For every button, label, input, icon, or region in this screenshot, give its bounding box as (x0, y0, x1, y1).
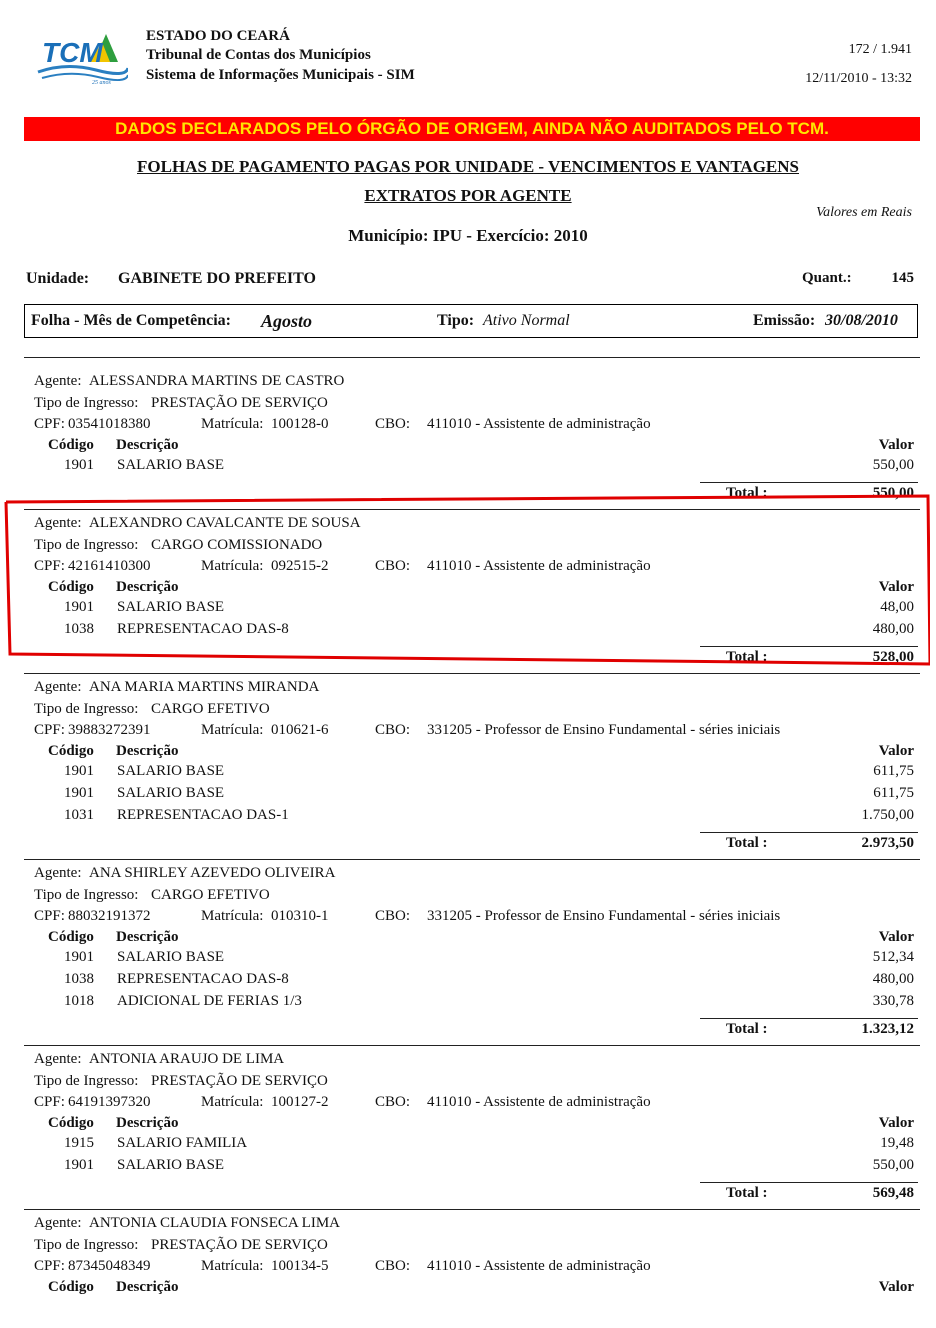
valor-header: Valor (878, 743, 914, 759)
divider (24, 357, 920, 358)
item-codigo: 1901 (64, 785, 94, 801)
agent-label: Agente: (34, 679, 82, 695)
folha-tipo: Ativo Normal (483, 312, 570, 329)
header-state: ESTADO DO CEARÁ (146, 28, 290, 44)
descricao-header: Descrição (116, 1115, 179, 1131)
item-descricao: REPRESENTACAO DAS-1 (117, 807, 289, 823)
descricao-header: Descrição (116, 579, 179, 595)
agent-separator (24, 673, 920, 674)
agent-name: ANA SHIRLEY AZEVEDO OLIVEIRA (89, 865, 336, 881)
item-valor: 512,34 (872, 949, 914, 965)
codigo-header: Código (48, 1279, 94, 1295)
total-value: 528,00 (872, 649, 914, 665)
valor-header: Valor (878, 1115, 914, 1131)
folha-tipo-label: Tipo: (437, 312, 475, 329)
ingresso-type: CARGO COMISSIONADO (151, 537, 323, 553)
folha-emissao-label: Emissão: (753, 312, 816, 329)
descricao-header: Descrição (116, 743, 179, 759)
cbo-value: 411010 - Assistente de administração (427, 1258, 651, 1274)
highlight-rectangle (4, 494, 930, 666)
municipio-line: Município: IPU - Exercício: 2010 (348, 226, 588, 245)
item-descricao: SALARIO FAMILIA (117, 1135, 248, 1151)
valor-header: Valor (878, 1279, 914, 1295)
item-valor: 1.750,00 (861, 807, 914, 823)
item-descricao: SALARIO BASE (117, 949, 225, 965)
cpf-value: 03541018380 (68, 416, 151, 432)
total-label: Total : (726, 485, 768, 501)
item-codigo: 1901 (64, 599, 94, 615)
item-codigo: 1018 (64, 993, 94, 1009)
total-line (700, 832, 918, 833)
ingresso-label: Tipo de Ingresso: (34, 887, 139, 903)
ingresso-label: Tipo de Ingresso: (34, 1237, 139, 1253)
agent-label: Agente: (34, 1215, 82, 1231)
agent-label: Agente: (34, 515, 82, 531)
item-codigo: 1901 (64, 763, 94, 779)
cpf-label: CPF: (34, 722, 65, 738)
folha-label: Folha - Mês de Competência: (31, 312, 231, 329)
unit-qty: 145 (891, 270, 914, 286)
agent-name: ANTONIA CLAUDIA FONSECA LIMA (89, 1215, 340, 1231)
total-label: Total : (726, 835, 768, 851)
cpf-label: CPF: (34, 908, 65, 924)
item-codigo: 1901 (64, 1157, 94, 1173)
item-valor: 550,00 (872, 457, 914, 473)
total-label: Total : (726, 649, 768, 665)
ingresso-type: PRESTAÇÃO DE SERVIÇO (151, 1073, 328, 1089)
total-line (700, 1018, 918, 1019)
cpf-value: 88032191372 (68, 908, 151, 924)
item-valor: 48,00 (880, 599, 914, 615)
total-value: 2.973,50 (861, 835, 914, 851)
report-subtitle: EXTRATOS POR AGENTE (364, 186, 572, 205)
folha-box (24, 304, 918, 338)
agent-name: ANA MARIA MARTINS MIRANDA (89, 679, 320, 695)
cpf-label: CPF: (34, 558, 65, 574)
total-value: 550,00 (872, 485, 914, 501)
total-value: 569,48 (872, 1185, 914, 1201)
cbo-value: 331205 - Professor de Ensino Fundamental - séries iniciais (427, 908, 781, 924)
matricula-value: 100134-5 (271, 1258, 329, 1274)
unit-name: GABINETE DO PREFEITO (118, 270, 316, 287)
unit-row (26, 270, 916, 292)
cpf-label: CPF: (34, 1258, 65, 1274)
audit-warning-banner: DADOS DECLARADOS PELO ÓRGÃO DE ORIGEM, AINDA NÃO AUDITADOS PELO TCM. (24, 117, 920, 141)
currency-note: Valores em Reais (816, 205, 912, 220)
descricao-header: Descrição (116, 437, 179, 453)
matricula-label: Matrícula: (201, 1094, 264, 1110)
descricao-header: Descrição (116, 1279, 179, 1295)
cbo-value: 411010 - Assistente de administração (427, 416, 651, 432)
cbo-label: CBO: (375, 558, 411, 574)
matricula-label: Matrícula: (201, 908, 264, 924)
ingresso-type: CARGO EFETIVO (151, 887, 270, 903)
logo-tagline: 25 anos (92, 80, 111, 86)
item-descricao: SALARIO BASE (117, 1157, 225, 1173)
total-line (700, 482, 918, 483)
item-valor: 19,48 (880, 1135, 914, 1151)
logo-text: TCM (42, 37, 103, 68)
page-number: 172 / 1.941 (848, 42, 912, 57)
item-descricao: REPRESENTACAO DAS-8 (117, 971, 289, 987)
ingresso-label: Tipo de Ingresso: (34, 1073, 139, 1089)
total-line (700, 1182, 918, 1183)
cpf-label: CPF: (34, 416, 65, 432)
item-valor: 480,00 (872, 621, 914, 637)
tcm-logo-icon (36, 28, 128, 86)
descricao-header: Descrição (116, 929, 179, 945)
folha-emissao: 30/08/2010 (825, 312, 898, 329)
matricula-value: 010621-6 (271, 722, 329, 738)
cbo-value: 411010 - Assistente de administração (427, 1094, 651, 1110)
cbo-label: CBO: (375, 908, 411, 924)
agent-label: Agente: (34, 373, 82, 389)
matricula-value: 010310-1 (271, 908, 329, 924)
item-descricao: ADICIONAL DE FERIAS 1/3 (117, 993, 302, 1009)
unit-qty-label: Quant.: (802, 270, 852, 286)
item-codigo: 1901 (64, 457, 94, 473)
codigo-header: Código (48, 929, 94, 945)
item-codigo: 1038 (64, 971, 94, 987)
total-label: Total : (726, 1185, 768, 1201)
item-codigo: 1031 (64, 807, 94, 823)
codigo-header: Código (48, 743, 94, 759)
valor-header: Valor (878, 437, 914, 453)
matricula-label: Matrícula: (201, 416, 264, 432)
cpf-label: CPF: (34, 1094, 65, 1110)
item-descricao: REPRESENTACAO DAS-8 (117, 621, 289, 637)
item-codigo: 1915 (64, 1135, 94, 1151)
folha-month: Agosto (261, 311, 313, 331)
item-descricao: SALARIO BASE (117, 763, 225, 779)
item-valor: 330,78 (872, 993, 914, 1009)
cpf-value: 42161410300 (68, 558, 151, 574)
ingresso-type: PRESTAÇÃO DE SERVIÇO (151, 1237, 328, 1253)
total-label: Total : (726, 1021, 768, 1037)
ingresso-type: PRESTAÇÃO DE SERVIÇO (151, 395, 328, 411)
ingresso-label: Tipo de Ingresso: (34, 395, 139, 411)
unit-label: Unidade: (26, 270, 90, 287)
cbo-value: 411010 - Assistente de administração (427, 558, 651, 574)
header-system: Sistema de Informações Municipais - SIM (146, 67, 415, 83)
cbo-label: CBO: (375, 722, 411, 738)
agent-label: Agente: (34, 865, 82, 881)
cbo-label: CBO: (375, 416, 411, 432)
matricula-label: Matrícula: (201, 558, 264, 574)
codigo-header: Código (48, 437, 94, 453)
item-descricao: SALARIO BASE (117, 457, 225, 473)
agent-separator (24, 859, 920, 860)
cbo-label: CBO: (375, 1094, 411, 1110)
agent-label: Agente: (34, 1051, 82, 1067)
total-value: 1.323,12 (861, 1021, 914, 1037)
item-descricao: SALARIO BASE (117, 785, 225, 801)
cpf-value: 87345048349 (68, 1258, 151, 1274)
codigo-header: Código (48, 579, 94, 595)
report-datetime: 12/11/2010 - 13:32 (805, 71, 912, 86)
item-valor: 611,75 (873, 785, 914, 801)
agent-separator (24, 1045, 920, 1046)
matricula-label: Matrícula: (201, 722, 264, 738)
agent-name: ALESSANDRA MARTINS DE CASTRO (89, 373, 345, 389)
ingresso-label: Tipo de Ingresso: (34, 537, 139, 553)
item-valor: 611,75 (873, 763, 914, 779)
item-descricao: SALARIO BASE (117, 599, 225, 615)
codigo-header: Código (48, 1115, 94, 1131)
matricula-value: 092515-2 (271, 558, 329, 574)
valor-header: Valor (878, 579, 914, 595)
cpf-value: 39883272391 (68, 722, 151, 738)
valor-header: Valor (878, 929, 914, 945)
cbo-value: 331205 - Professor de Ensino Fundamental - séries iniciais (427, 722, 781, 738)
report-title: FOLHAS DE PAGAMENTO PAGAS POR UNIDADE - VENCIMENTOS E VANTAGENS (137, 157, 799, 176)
item-valor: 550,00 (872, 1157, 914, 1173)
cbo-label: CBO: (375, 1258, 411, 1274)
matricula-label: Matrícula: (201, 1258, 264, 1274)
agent-name: ANTONIA ARAUJO DE LIMA (89, 1051, 285, 1067)
cpf-value: 64191397320 (68, 1094, 151, 1110)
item-valor: 480,00 (872, 971, 914, 987)
ingresso-type: CARGO EFETIVO (151, 701, 270, 717)
item-codigo: 1038 (64, 621, 94, 637)
matricula-value: 100128-0 (271, 416, 329, 432)
agent-name: ALEXANDRO CAVALCANTE DE SOUSA (89, 515, 361, 531)
header-court: Tribunal de Contas dos Municípios (146, 47, 371, 63)
agent-separator (24, 1209, 920, 1210)
matricula-value: 100127-2 (271, 1094, 329, 1110)
item-codigo: 1901 (64, 949, 94, 965)
ingresso-label: Tipo de Ingresso: (34, 701, 139, 717)
